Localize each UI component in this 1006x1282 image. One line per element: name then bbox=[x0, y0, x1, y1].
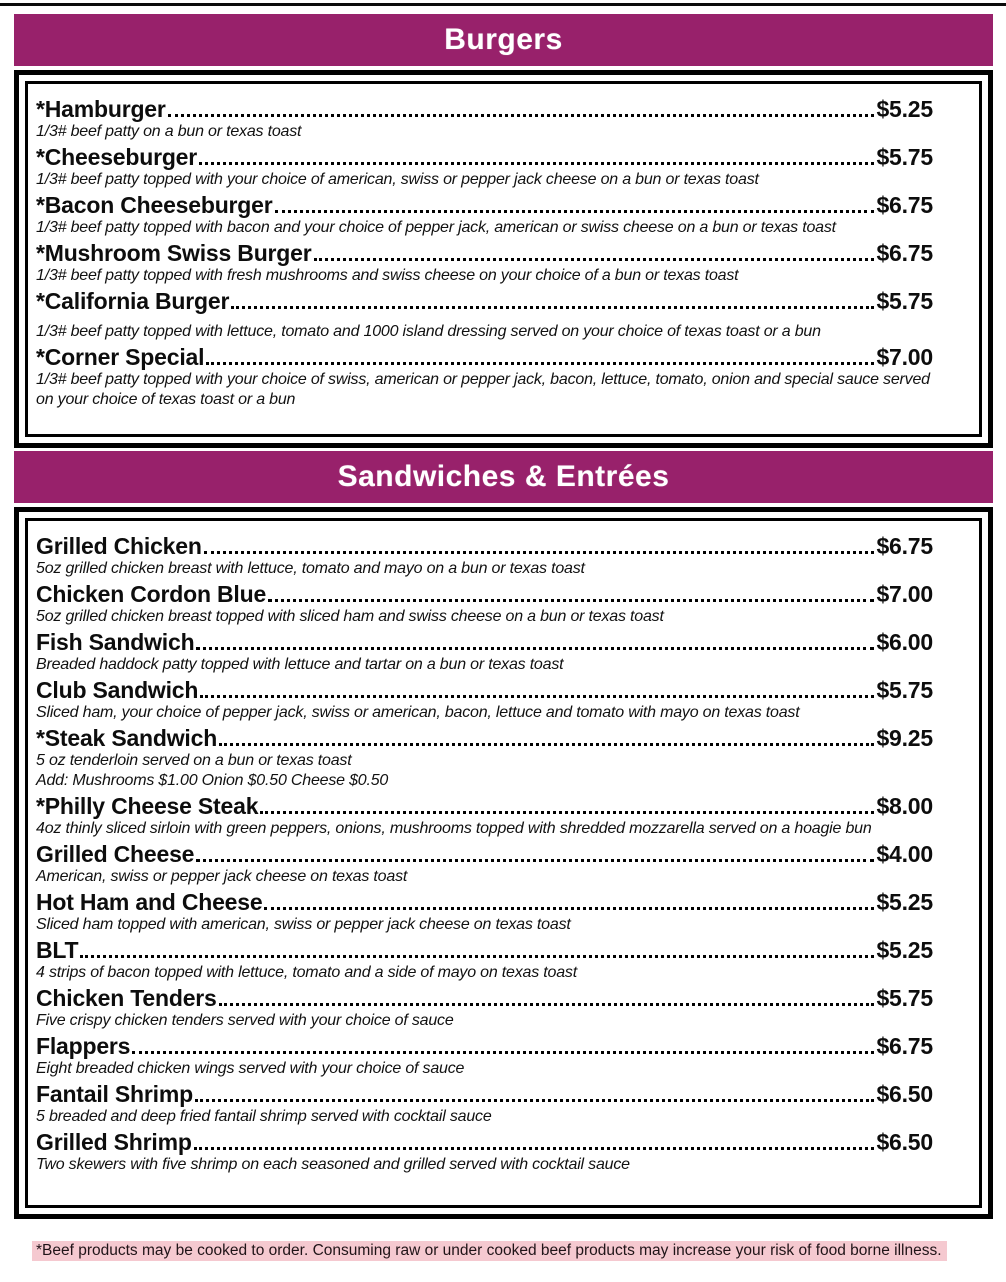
dotted-leader bbox=[268, 581, 874, 607]
item-row bbox=[36, 581, 933, 607]
menu-items-sandwiches-entrees bbox=[36, 533, 933, 1175]
item-row bbox=[36, 96, 933, 122]
item-row bbox=[36, 889, 933, 915]
section-title: Burgers bbox=[444, 23, 563, 56]
footer-disclaimer bbox=[32, 1241, 993, 1261]
menu-box-burgers bbox=[14, 70, 993, 448]
item-name: *California Burger bbox=[36, 288, 230, 314]
menu-item bbox=[36, 96, 933, 142]
item-description: 4 strips of bacon topped with lettuce, tomato and a side of mayo on texas toast bbox=[36, 964, 577, 981]
item-price: $6.75 bbox=[876, 1033, 933, 1059]
dotted-leader bbox=[200, 677, 874, 703]
item-price: $6.75 bbox=[876, 533, 933, 559]
menu-item bbox=[36, 841, 933, 887]
item-price: $6.50 bbox=[876, 1129, 933, 1155]
item-name: Club Sandwich bbox=[36, 677, 199, 703]
dotted-leader bbox=[199, 144, 874, 170]
item-price: $7.00 bbox=[876, 344, 933, 370]
item-price: $6.50 bbox=[876, 1081, 933, 1107]
dotted-leader bbox=[194, 1129, 875, 1155]
dotted-leader bbox=[196, 841, 874, 867]
dotted-leader bbox=[196, 629, 874, 655]
item-name: Hot Ham and Cheese bbox=[36, 889, 263, 915]
disclaimer-text: *Beef products may be cooked to order. Consuming raw or under cooked beef products may increase your risk of food borne illness. bbox=[32, 1241, 947, 1261]
item-price: $5.75 bbox=[876, 677, 933, 703]
item-description: Breaded haddock patty topped with lettuce and tartar on a bun or texas toast bbox=[36, 656, 564, 673]
item-price: $5.75 bbox=[876, 288, 933, 314]
item-price: $8.00 bbox=[876, 793, 933, 819]
item-price: $6.75 bbox=[876, 192, 933, 218]
item-description: 5 breaded and deep fried fantail shrimp served with cocktail sauce bbox=[36, 1108, 492, 1125]
dotted-leader bbox=[195, 1081, 874, 1107]
item-name: *Steak Sandwich bbox=[36, 725, 218, 751]
item-row bbox=[36, 793, 933, 819]
item-row bbox=[36, 533, 933, 559]
item-price: $4.00 bbox=[876, 841, 933, 867]
section-burgers bbox=[14, 14, 993, 448]
menu-item bbox=[36, 889, 933, 935]
menu-item bbox=[36, 344, 933, 410]
item-row bbox=[36, 344, 933, 370]
item-price: $7.00 bbox=[876, 581, 933, 607]
item-description: 1/3# beef patty topped with bacon and your choice of pepper jack, american or swiss cheese on a bun or texas toast bbox=[36, 219, 836, 236]
item-description: Sliced ham topped with american, swiss or pepper jack cheese on texas toast bbox=[36, 916, 571, 933]
section-sandwiches-entrees bbox=[14, 451, 993, 1219]
menu-item bbox=[36, 725, 933, 791]
item-description: 1/3# beef patty topped with fresh mushrooms and swiss cheese on your choice of a bun or texas toast bbox=[36, 267, 739, 284]
item-price: $6.75 bbox=[876, 240, 933, 266]
item-price: $5.75 bbox=[876, 985, 933, 1011]
item-price: $5.25 bbox=[876, 889, 933, 915]
dotted-leader bbox=[204, 533, 875, 559]
item-price: $5.25 bbox=[876, 937, 933, 963]
item-row bbox=[36, 629, 933, 655]
item-description: Five crispy chicken tenders served with your choice of sauce bbox=[36, 1012, 454, 1029]
item-row bbox=[36, 985, 933, 1011]
menu-item bbox=[36, 1033, 933, 1079]
dotted-leader bbox=[206, 344, 874, 370]
dotted-leader bbox=[168, 96, 875, 122]
dotted-leader bbox=[314, 240, 875, 266]
item-name: Flappers bbox=[36, 1033, 131, 1059]
item-row bbox=[36, 725, 933, 751]
section-title: Sandwiches & Entrées bbox=[337, 460, 670, 493]
item-name: BLT bbox=[36, 937, 79, 963]
item-name: *Philly Cheese Steak bbox=[36, 793, 259, 819]
item-price: $6.00 bbox=[876, 629, 933, 655]
item-description: American, swiss or pepper jack cheese on texas toast bbox=[36, 868, 408, 885]
menu-box-sandwiches-entrees bbox=[14, 507, 993, 1219]
item-name: *Bacon Cheeseburger bbox=[36, 192, 273, 218]
item-name: *Corner Special bbox=[36, 344, 205, 370]
item-description: Sliced ham, your choice of pepper jack, swiss or american, bacon, lettuce and tomato with mayo on texas toast bbox=[36, 704, 800, 721]
item-row bbox=[36, 192, 933, 218]
item-row bbox=[36, 144, 933, 170]
item-name: *Hamburger bbox=[36, 96, 166, 122]
item-row bbox=[36, 288, 933, 314]
menu-item bbox=[36, 1081, 933, 1127]
menu-item bbox=[36, 793, 933, 839]
item-row bbox=[36, 841, 933, 867]
item-name: *Mushroom Swiss Burger bbox=[36, 240, 312, 266]
menu-item bbox=[36, 240, 933, 286]
dotted-leader bbox=[219, 725, 874, 751]
item-description: 4oz thinly sliced sirloin with green peppers, onions, mushrooms topped with shredded mozzarella served on a hoagie bun bbox=[36, 820, 872, 837]
item-description: Eight breaded chicken wings served with your choice of sauce bbox=[36, 1060, 465, 1077]
dotted-leader bbox=[219, 985, 875, 1011]
dotted-leader bbox=[275, 192, 875, 218]
menu-item bbox=[36, 192, 933, 238]
item-description: 1/3# beef patty on a bun or texas toast bbox=[36, 123, 302, 140]
item-name: Grilled Shrimp bbox=[36, 1129, 192, 1155]
menu-item bbox=[36, 1129, 933, 1175]
top-rule bbox=[0, 3, 1006, 6]
dotted-leader bbox=[231, 288, 874, 314]
section-header-sandwiches-entrees bbox=[14, 451, 993, 503]
menu-items-burgers bbox=[36, 96, 933, 410]
dotted-leader bbox=[260, 793, 874, 819]
item-name: Grilled Chicken bbox=[36, 533, 202, 559]
menu-item bbox=[36, 937, 933, 983]
item-description: 1/3# beef patty topped with your choice of swiss, american or pepper jack, bacon, lettuce, tomato, onion and special sauce served on your choice of texas toast or a bun bbox=[36, 371, 930, 408]
item-row bbox=[36, 937, 933, 963]
item-row bbox=[36, 240, 933, 266]
item-description: Two skewers with five shrimp on each seasoned and grilled served with cocktail sauce bbox=[36, 1156, 630, 1173]
dotted-leader bbox=[264, 889, 874, 915]
menu-item bbox=[36, 985, 933, 1031]
item-row bbox=[36, 1081, 933, 1107]
item-description: 5 oz tenderloin served on a bun or texas toast bbox=[36, 752, 352, 769]
menu-item bbox=[36, 533, 933, 579]
item-row bbox=[36, 677, 933, 703]
dotted-leader bbox=[132, 1033, 874, 1059]
menu-box-inner bbox=[25, 518, 982, 1208]
item-name: Chicken Cordon Blue bbox=[36, 581, 267, 607]
item-description: 5oz grilled chicken breast topped with sliced ham and swiss cheese on a bun or texas toast bbox=[36, 608, 664, 625]
dotted-leader bbox=[80, 937, 874, 963]
item-description: 1/3# beef patty topped with lettuce, tomato and 1000 island dressing served on your choice of texas toast or a bun bbox=[36, 323, 821, 340]
menu-box-inner bbox=[25, 81, 982, 437]
item-name: Chicken Tenders bbox=[36, 985, 217, 1011]
item-name: Fantail Shrimp bbox=[36, 1081, 193, 1107]
item-name: Fish Sandwich bbox=[36, 629, 195, 655]
menu-item bbox=[36, 629, 933, 675]
item-price: $5.75 bbox=[876, 144, 933, 170]
item-price: $5.25 bbox=[876, 96, 933, 122]
section-header-burgers bbox=[14, 14, 993, 66]
menu-item bbox=[36, 144, 933, 190]
item-name: Grilled Cheese bbox=[36, 841, 195, 867]
item-description: 5oz grilled chicken breast with lettuce, tomato and mayo on a bun or texas toast bbox=[36, 560, 585, 577]
item-price: $9.25 bbox=[876, 725, 933, 751]
item-row bbox=[36, 1129, 933, 1155]
item-description: Add: Mushrooms $1.00 Onion $0.50 Cheese $0.50 bbox=[36, 772, 389, 789]
menu-item bbox=[36, 288, 933, 342]
item-description: 1/3# beef patty topped with your choice of american, swiss or pepper jack cheese on a bun or texas toast bbox=[36, 171, 759, 188]
menu-item bbox=[36, 677, 933, 723]
item-name: *Cheeseburger bbox=[36, 144, 198, 170]
menu-item bbox=[36, 581, 933, 627]
item-row bbox=[36, 1033, 933, 1059]
